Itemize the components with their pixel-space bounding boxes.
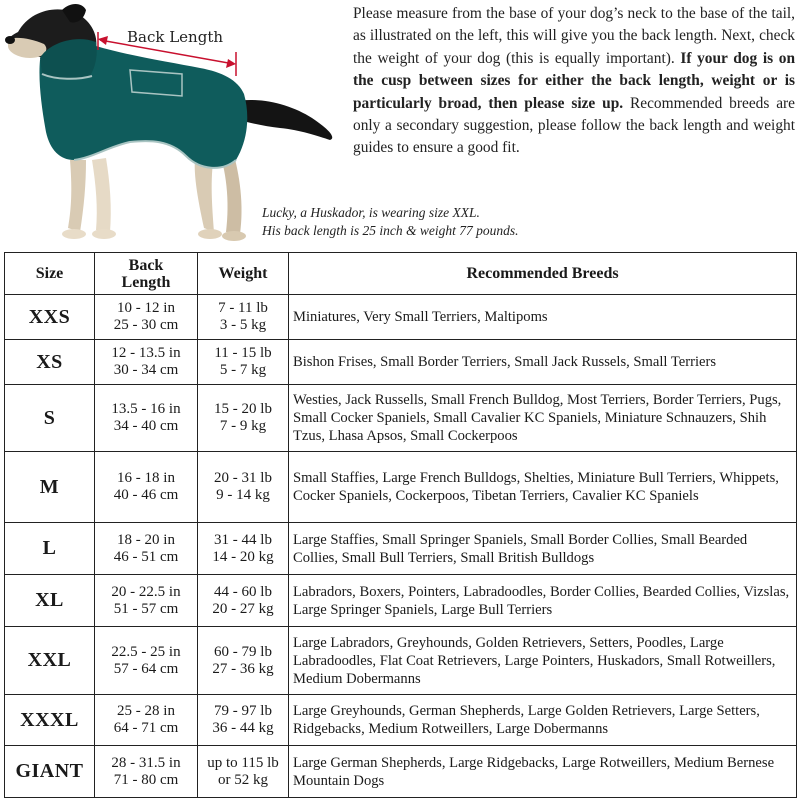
size-cell: XS <box>5 340 95 385</box>
weight-lb: 7 - 11 lb <box>218 300 268 316</box>
header-back-length-line2: Length <box>121 273 171 291</box>
header-size: Size <box>5 253 95 295</box>
header-back-length-line1: Back <box>128 256 164 274</box>
weight-kg: 5 - 7 kg <box>219 362 267 378</box>
breeds-cell: Westies, Jack Russells, Small French Bulldog, Most Terriers, Border Terriers, Pugs, Small Cocker Spaniels, Small Cavalier KC Spaniels, Miniature Schnauzers, Shih Tzus, Lhasa Apsos, Small Cockerpoos <box>289 385 797 452</box>
length-cm: 57 - 64 cm <box>113 660 179 677</box>
weight-kg: 36 - 44 kg <box>212 720 274 736</box>
weight-kg: 14 - 20 kg <box>212 548 274 565</box>
weight-cell <box>198 523 289 575</box>
back-length-cell <box>95 295 198 340</box>
weight-lb: 60 - 79 lb <box>214 643 272 660</box>
weight-lb: up to 115 lb <box>207 754 279 771</box>
length-cm: 46 - 51 cm <box>113 548 179 565</box>
table-row <box>5 452 797 523</box>
breeds-cell: Bishon Frises, Small Border Terriers, Small Jack Russels, Small Terriers <box>289 340 797 385</box>
size-cell: M <box>5 452 95 523</box>
caption-line-2: His back length is 25 inch & weight 77 pounds. <box>262 223 519 238</box>
model-caption <box>262 204 518 240</box>
table-row <box>5 575 797 627</box>
weight-cell <box>198 575 289 627</box>
weight-kg: 20 - 27 kg <box>212 600 274 617</box>
back-length-cell <box>95 340 198 385</box>
weight-lb: 44 - 60 lb <box>214 583 272 600</box>
size-chart-table <box>4 252 797 798</box>
length-inches: 25 - 28 in <box>117 703 175 719</box>
length-inches: 20 - 22.5 in <box>111 583 181 600</box>
size-cell: XXXL <box>5 695 95 746</box>
product-hero <box>0 0 800 250</box>
back-length-cell <box>95 627 198 695</box>
back-length-cell <box>95 385 198 452</box>
weight-lb: 79 - 97 lb <box>214 703 272 719</box>
weight-cell <box>198 627 289 695</box>
back-length-cell <box>95 746 198 798</box>
size-cell: L <box>5 523 95 575</box>
table-row <box>5 295 797 340</box>
length-inches: 28 - 31.5 in <box>111 754 181 771</box>
measurement-instructions <box>353 3 795 160</box>
length-inches: 13.5 - 16 in <box>111 401 181 417</box>
caption-line-1: Lucky, a Huskador, is wearing size XXL. <box>262 205 480 220</box>
instructions-emphasis: If your dog is on the cusp between sizes for either the back length, weight or is particularly broad, then please size up. <box>353 49 796 112</box>
header-weight: Weight <box>198 253 289 295</box>
weight-cell <box>198 452 289 523</box>
weight-cell <box>198 385 289 452</box>
table-row <box>5 627 797 695</box>
weight-cell <box>198 295 289 340</box>
weight-cell <box>198 746 289 798</box>
back-length-cell <box>95 523 198 575</box>
length-inches: 22.5 - 25 in <box>111 643 181 660</box>
weight-cell <box>198 340 289 385</box>
breeds-cell: Large Staffies, Small Springer Spaniels, Small Border Collies, Small Bearded Collies, Small Bull Terriers, Small British Bulldogs <box>289 523 797 575</box>
table-row <box>5 340 797 385</box>
size-cell: XXS <box>5 295 95 340</box>
length-cm: 71 - 80 cm <box>113 771 179 788</box>
table-row <box>5 695 797 746</box>
table-row <box>5 385 797 452</box>
breeds-cell: Large Labradors, Greyhounds, Golden Retrievers, Setters, Poodles, Large Labradoodles, Flat Coat Retrievers, Large Pointers, Huskadors, Small Rotweillers, Medium Dobermanns <box>289 627 797 695</box>
back-length-cell <box>95 575 198 627</box>
back-length-cell <box>95 452 198 523</box>
table-row <box>5 523 797 575</box>
weight-cell <box>198 695 289 746</box>
size-cell: XL <box>5 575 95 627</box>
length-cm: 25 - 30 cm <box>113 317 179 333</box>
weight-lb: 31 - 44 lb <box>214 531 272 548</box>
instructions-text-part2: Recommended breeds are only a secondary suggestion, please follow the back length and weight guides to ensure a good fit. <box>353 94 796 157</box>
length-cm: 51 - 57 cm <box>113 600 179 617</box>
breeds-cell: Labradors, Boxers, Pointers, Labradoodles, Border Collies, Bearded Collies, Vizslas, Large Springer Spaniels, Large Bull Terriers <box>289 575 797 627</box>
length-cm: 34 - 40 cm <box>113 418 179 434</box>
size-cell: S <box>5 385 95 452</box>
instructions-text-part1: Please measure from the base of your dog’s neck to the base of the tail, as illustrated on the left, this will give you the back length. Next, check the weight of your dog (this is equally important). <box>353 5 795 67</box>
length-inches: 16 - 18 in <box>117 470 175 486</box>
weight-kg: 27 - 36 kg <box>212 660 274 677</box>
weight-lb: 11 - 15 lb <box>214 345 272 361</box>
length-cm: 40 - 46 cm <box>113 487 179 503</box>
weight-kg: 3 - 5 kg <box>219 317 267 333</box>
length-cm: 64 - 71 cm <box>113 720 179 736</box>
header-back-length <box>95 253 198 295</box>
length-inches: 18 - 20 in <box>117 531 175 548</box>
weight-kg: 7 - 9 kg <box>219 418 267 434</box>
weight-lb: 15 - 20 lb <box>214 401 272 417</box>
weight-kg: 9 - 14 kg <box>216 487 270 503</box>
length-cm: 30 - 34 cm <box>113 362 179 378</box>
back-length-label: Back Length <box>127 28 224 46</box>
length-inches: 10 - 12 in <box>117 300 175 316</box>
breeds-cell: Small Staffies, Large French Bulldogs, Shelties, Miniature Bull Terriers, Whippets, Cocker Spaniels, Cockerpoos, Tibetan Terriers, Cavalier KC Spaniels <box>289 452 797 523</box>
table-row <box>5 746 797 798</box>
back-length-cell <box>95 695 198 746</box>
size-cell: GIANT <box>5 746 95 798</box>
breeds-cell: Large German Shepherds, Large Ridgebacks, Large Rotweillers, Medium Bernese Mountain Dogs <box>289 746 797 798</box>
breeds-cell: Large Greyhounds, German Shepherds, Large Golden Retrievers, Large Setters, Ridgebacks, Medium Rotweillers, Large Dobermanns <box>289 695 797 746</box>
breeds-cell: Miniatures, Very Small Terriers, Maltipoms <box>289 295 797 340</box>
weight-lb: 20 - 31 lb <box>214 470 272 486</box>
header-recommended-breeds: Recommended Breeds <box>289 253 797 295</box>
weight-kg: or 52 kg <box>218 771 268 788</box>
size-cell: XXL <box>5 627 95 695</box>
length-inches: 12 - 13.5 in <box>111 345 181 361</box>
table-header-row <box>5 253 797 295</box>
